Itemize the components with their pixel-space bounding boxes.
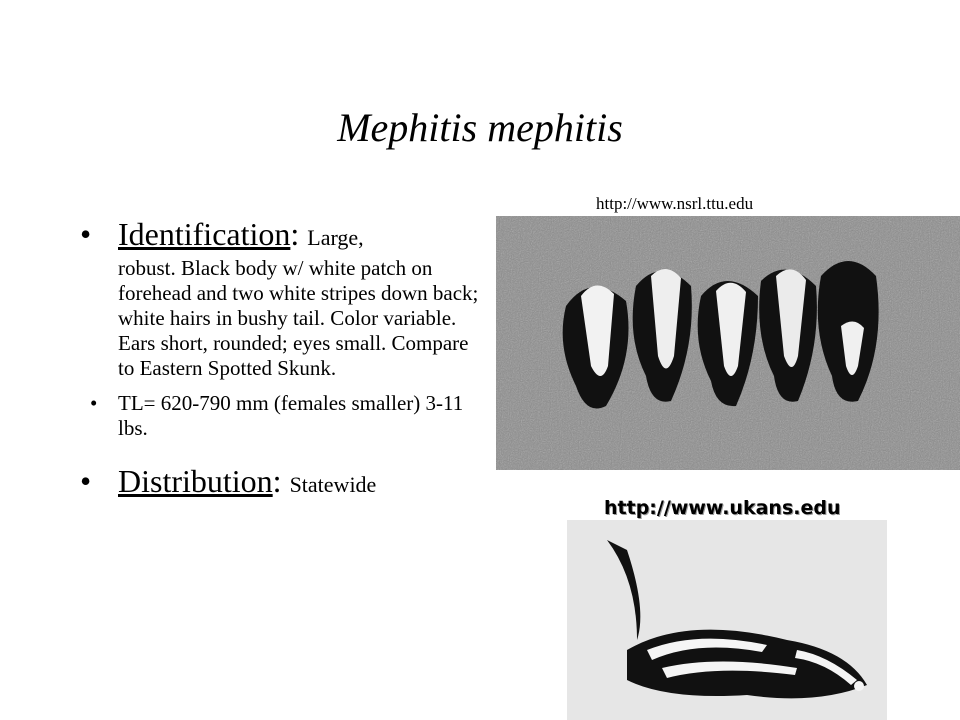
total-length-bullet [80, 391, 480, 441]
identification-colon: : [290, 216, 300, 252]
distribution-value: Statewide [289, 472, 377, 497]
distribution-bullet [80, 463, 480, 503]
distribution-label: Distribution [118, 463, 273, 499]
bullet-glyph: • [90, 391, 98, 415]
identification-bullet [80, 216, 480, 381]
striped-skunks-photo [496, 216, 960, 470]
spotted-skunk-photo [567, 520, 887, 720]
photo-credit-top: http://www.nsrl.ttu.edu [596, 194, 754, 213]
bullet-glyph: • [80, 463, 92, 499]
bullet-glyph: • [80, 216, 92, 252]
total-length-text: TL= 620-790 mm (females smaller) 3-11 lbs. [118, 391, 464, 440]
identification-label: Identification [118, 216, 291, 252]
identification-description: robust. Black body w/ white patch on forehead and two white stripes down back; white hairs in bushy tail. Color variable. Ears short, rounded; eyes small. Compare to Eastern Spotted Skunk. [118, 256, 479, 380]
identification-first-word: Large, [307, 225, 364, 250]
distribution-colon: : [272, 463, 282, 499]
slide-bullet-list [80, 216, 480, 503]
photo-credit-bottom: http://www.ukans.edu [604, 497, 841, 519]
slide-title: Mephitis mephitis [337, 105, 623, 150]
